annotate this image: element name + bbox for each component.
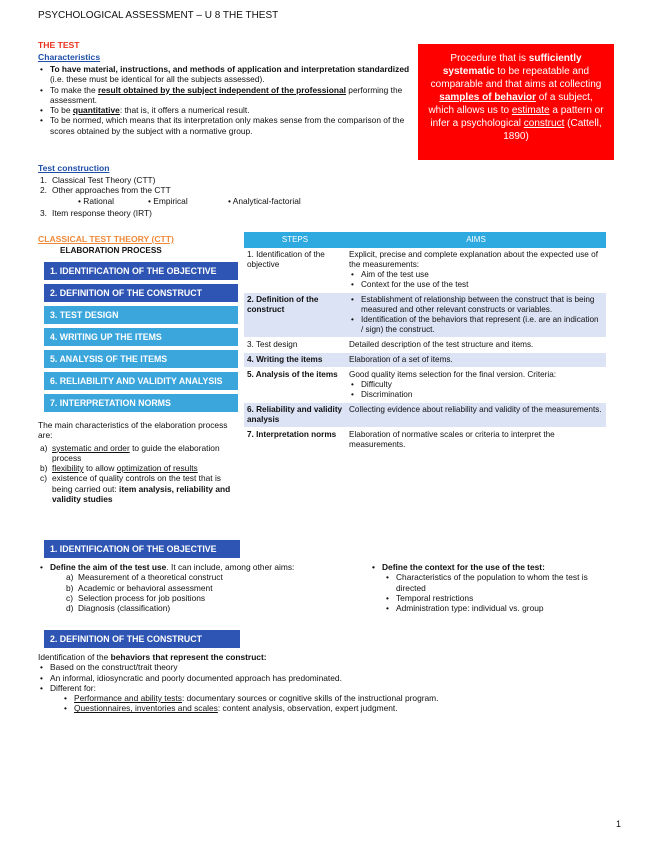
list-item: a) Measurement of a theoretical construct: [66, 572, 223, 583]
aim-definition: • Define the aim of the test use. It can include, among other aims:: [38, 562, 368, 572]
list-item: 3. Item response theory (IRT): [40, 207, 152, 218]
table-row: 5. Analysis of the items Good quality items selection for the final version. Criteria: • Difficulty • Discrimination: [244, 368, 606, 403]
characteristics-list: [38, 64, 410, 136]
step-definition-construct: 2. DEFINITION OF THE CONSTRUCT: [44, 284, 238, 302]
section-2-intro: Identification of the behaviors that represent the construct:: [38, 652, 267, 662]
list-item: • To have material, instructions, and methods of application and interpretation standardized (i.e. these must be identical for all the subjects assessed).: [38, 64, 410, 85]
table-row: 4. Writing the items Elaboration of a set of items.: [244, 353, 606, 368]
list-item: 1. Classical Test Theory (CTT): [40, 175, 156, 185]
sub-items-row: • Rational • Empirical • Analytical-factorial: [78, 195, 301, 206]
elaboration-process-heading: ELABORATION PROCESS: [60, 246, 162, 255]
list-item: 2. Other approaches from the CTT: [40, 185, 171, 196]
document-title: PSYCHOLOGICAL ASSESSMENT – U 8 THE THEST: [38, 10, 279, 21]
page-number: 1: [615, 819, 621, 830]
list-item: • Questionnaires, inventories and scales: content analysis, observation, expert judgment.: [62, 703, 608, 713]
list-item: • Performance and ability tests: documentary sources or cognitive skills of the instructional program.: [62, 693, 608, 703]
step-interpretation-norms: 7. INTERPRETATION NORMS: [44, 394, 238, 412]
list-item: • Temporal restrictions: [384, 593, 608, 603]
test-definition-box: Procedure that is sufficiently systematic to be repeatable and comparable and that aims at collecting samples of behavior of a subject, which allows us to estimate a pattern or infer a psychological construct (Cattell, 1890): [418, 44, 614, 160]
table-row: 6. Reliability and validity analysis Collecting evidence about reliability and validity of the measurements.: [244, 403, 606, 428]
aims-header: AIMS: [346, 232, 606, 248]
step-writing-items: 4. WRITING UP THE ITEMS: [44, 328, 238, 346]
characteristics-intro: The main characteristics of the elaboration process are:: [38, 420, 228, 441]
list-item: • To be quantitative: that is, it offers a numerical result.: [38, 105, 410, 115]
list-item: • Administration type: individual vs. group: [384, 603, 608, 613]
list-item: b) Academic or behavioral assessment: [66, 582, 213, 593]
list-item: b) flexibility to allow optimization of results: [40, 463, 198, 473]
list-item: • Based on the construct/trait theory: [38, 662, 608, 672]
step-test-design: 3. TEST DESIGN: [44, 306, 238, 324]
construction-list: [38, 175, 418, 218]
step-reliability-validity: 6. RELIABILITY AND VALIDITY ANALYSIS: [44, 372, 238, 390]
test-construction-heading: Test construction: [38, 163, 110, 173]
list-item: • Different for:: [38, 683, 608, 693]
step-analysis-items: 5. ANALYSIS OF THE ITEMS: [44, 350, 238, 368]
context-definition: • Define the context for the use of the test:: [370, 562, 608, 572]
table-row: 3. Test design Detailed description of the test structure and items.: [244, 338, 606, 353]
characteristics-heading: Characteristics: [38, 52, 101, 62]
list-item: • Characteristics of the population to whom the test is directed: [384, 572, 608, 593]
table-row: 1. Identification of the objective Explicit, precise and complete explanation about the expected use of the measurements: • Aim of the test use • Context for the use of the test: [244, 248, 606, 293]
list-item: d) Diagnosis (classification): [66, 603, 171, 613]
section-1-left: [38, 562, 368, 613]
steps-aims-table: [244, 232, 606, 453]
section-1-right: [370, 562, 608, 613]
list-item: c) Selection process for job positions: [66, 592, 206, 603]
list-item: • An informal, idiosyncratic and poorly documented approach has predominated.: [38, 673, 608, 683]
ctt-heading: CLASSICAL TEST THEORY (CTT): [38, 234, 174, 244]
list-item: • To be normed, which means that its interpretation only makes sense from the comparison of the scores obtained by the subject with a normative group.: [38, 115, 410, 136]
table-row: 2. Definition of the construct • Establishment of relationship between the construct that is being measured and other relevant constructs or variables. • Identification of the behaviors that represent (i.e. are an indication / sign) the construct.: [244, 293, 606, 338]
elaboration-characteristics: [38, 420, 238, 504]
the-test-heading: THE TEST: [38, 40, 80, 50]
section-2-title: 2. DEFINITION OF THE CONSTRUCT: [44, 630, 240, 648]
list-item: a) systematic and order to guide the elaboration process: [40, 442, 220, 463]
table-row: 7. Interpretation norms Elaboration of normative scales or criteria to interpret the measurements.: [244, 428, 606, 453]
steps-header: STEPS: [244, 232, 346, 248]
section-1-title: 1. IDENTIFICATION OF THE OBJECTIVE: [44, 540, 240, 558]
list-item: c) existence of quality controls on the test that is being carried out: item analysis, reliability and validity studies: [40, 473, 231, 504]
step-identification-objective: 1. IDENTIFICATION OF THE OBJECTIVE: [44, 262, 238, 280]
list-item: • To make the result obtained by the subject independent of the professional performing the assessment.: [38, 85, 410, 106]
section-2-content: [38, 652, 608, 714]
